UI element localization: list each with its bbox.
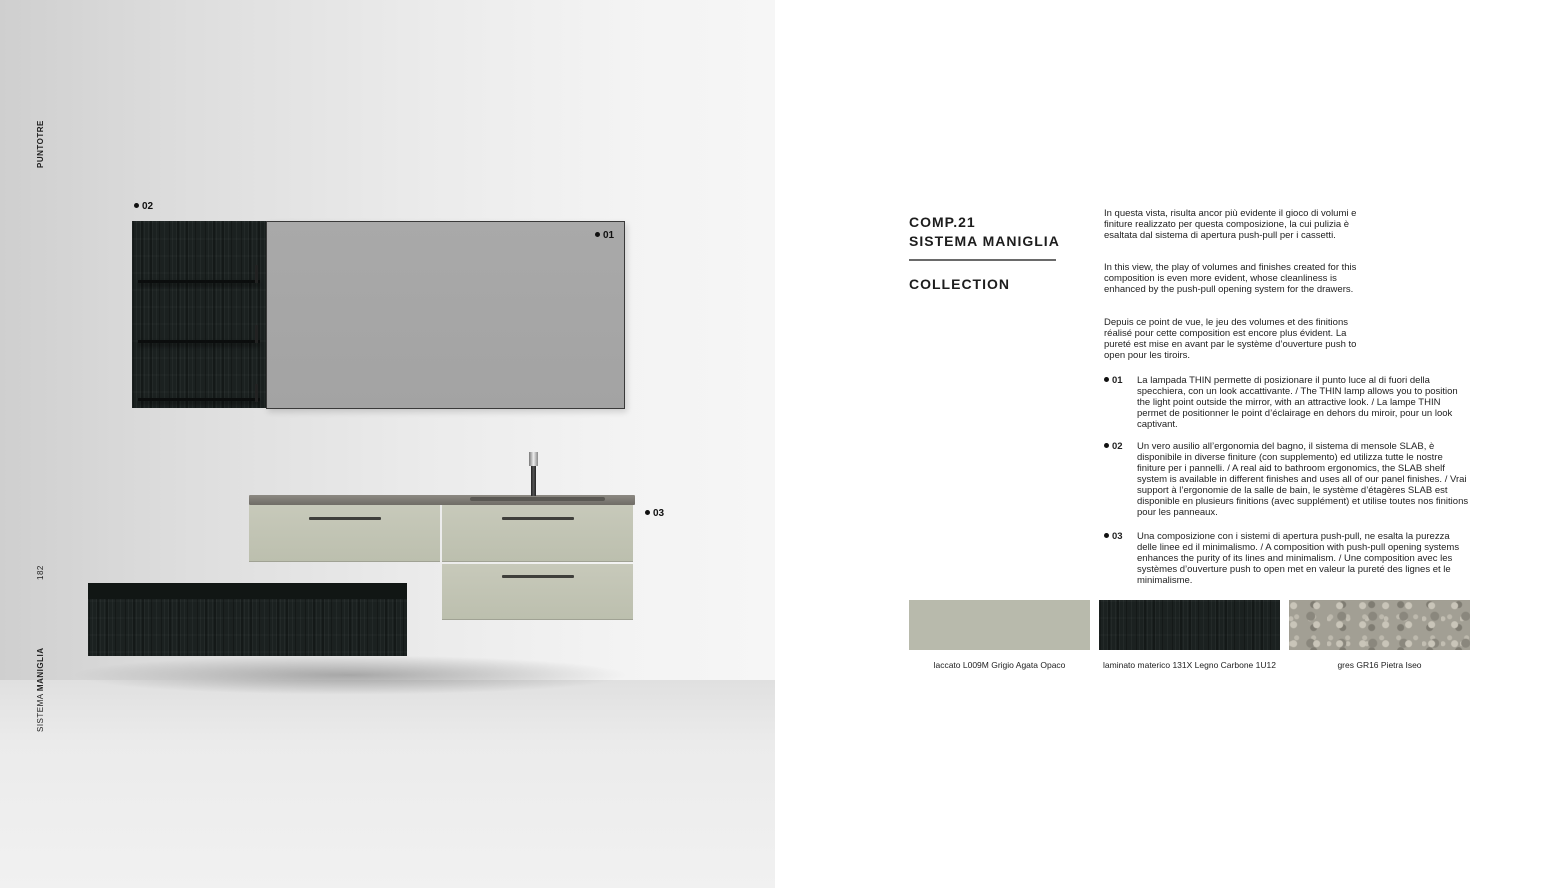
faucet-spout <box>529 452 538 466</box>
drawer-left <box>249 505 440 562</box>
page-number: 182 <box>36 565 45 580</box>
mirror <box>266 221 625 409</box>
swatch-legno-carbone <box>1099 600 1280 650</box>
intro-english: In this view, the play of volumes and finishes created for this composition is even more evident, whose cleanliness is enhanced by the push-pull opening system for the drawers. <box>1104 262 1357 295</box>
drawer-handle <box>309 517 381 520</box>
note-number: 03 <box>1104 531 1123 542</box>
swatch-label: laccato L009M Grigio Agata Opaco <box>933 660 1066 670</box>
title-divider <box>909 259 1056 261</box>
shelf <box>138 398 260 401</box>
shelf <box>138 340 260 343</box>
shelf-bracket <box>255 325 258 343</box>
note-number: 02 <box>1104 441 1123 452</box>
note-text: Una composizione con i sistemi di apertura push-pull, ne esalta la purezza delle linee ed il minimalismo. / A composition with push-pull opening systems enhances the purity of its lines and minimalism. / Une composition avec les systèmes d’ouverture push to open met en valeur la pureté des lignes et le minimalisme. <box>1137 531 1460 586</box>
drawer-handle <box>502 517 574 520</box>
page-title: COMP.21 SISTEMA MANIGLIA <box>909 214 1060 249</box>
collection-heading: COLLECTION <box>909 276 1010 292</box>
shelf-bracket <box>255 384 258 402</box>
swatch-label: laminato materico 131X Legno Carbone 1U12 <box>1103 660 1276 670</box>
basin <box>470 497 605 501</box>
swatch-label: gres GR16 Pietra Iseo <box>1337 660 1422 670</box>
marker-03: 03 <box>645 508 664 519</box>
marker-02: 02 <box>134 201 153 212</box>
floor-shadow <box>70 655 630 695</box>
drawer-right-bottom <box>442 564 633 620</box>
note-text: La lampada THIN permette di posizionare il punto luce al di fuori della specchiera, con un look accattivante. / The THIN lamp allows you to position the light point outside the mirror, with an attractive look. / La lampe THIN permet de positionner le point d’éclairage en dehors du miroir, pour un look captivant. <box>1137 375 1458 430</box>
swatch-pietra-iseo <box>1289 600 1470 650</box>
drawer-handle <box>502 575 574 578</box>
intro-french: Depuis ce point de vue, le jeu des volumes et des finitions réalisé pour cette composition est encore plus évident. La pureté est mise en avant par le système d’ouverture push to open pour les tiroirs. <box>1104 317 1357 361</box>
shelf <box>138 280 260 283</box>
low-storage-unit-top <box>88 583 407 599</box>
shelf-bracket <box>255 265 258 283</box>
swatch-grigio-agata <box>909 600 1090 650</box>
drawer-right-top <box>442 505 633 562</box>
side-section: SISTEMA MANIGLIA <box>36 647 45 732</box>
intro-italian: In questa vista, risulta ancor più evidente il gioco di volumi e finiture realizzato per questa composizione, la cui pulizia è esaltata dal sistema di apertura push-pull per i cassetti. <box>1104 208 1357 241</box>
floor <box>0 680 775 888</box>
note-text: Un vero ausilio all’ergonomia del bagno, il sistema di mensole SLAB, è disponibile in diverse finiture (con supplemento) ed utilizza tutte le nostre finiture per i pannelli. / A real aid to bathroom ergonomics, the SLAB shelf system is available in different finishes and uses all of our panel finishes. / Vrai support à l’ergonomie de la salle de bain, le système d’étagères SLAB est disponible en plusieurs finitions (avec supplément) et utilise toutes nos finitions pour les panneaux. <box>1137 441 1469 518</box>
side-brand: PUNTOTRE <box>36 120 45 168</box>
note-number: 01 <box>1104 375 1123 386</box>
slab-shelf-panel <box>132 221 266 408</box>
marker-01: 01 <box>595 230 614 241</box>
